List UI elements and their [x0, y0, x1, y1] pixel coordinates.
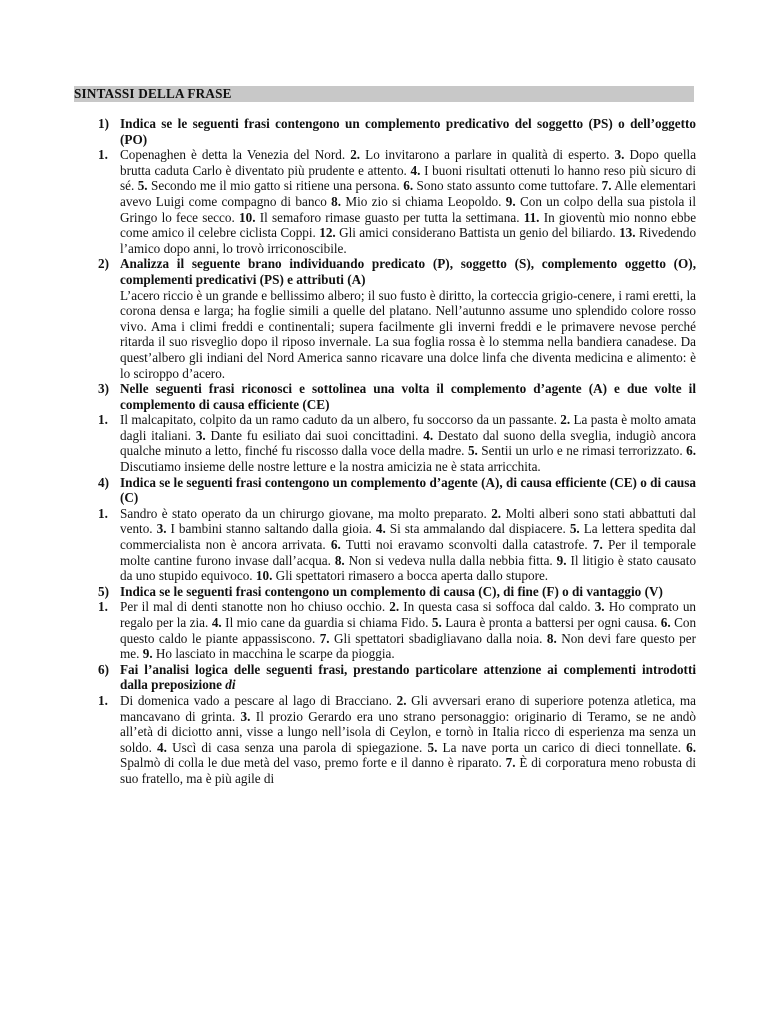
- sentence-text: Il prozio Gerardo era uno strano personaggio: originario di Teramo, se ne andò all’età di diciotto anni, visse a lungo nell’isola di Ceylon, e tornò in Italia ricco di esperienza ma senza un soldo.: [120, 708, 696, 755]
- sentence-number: 5.: [431, 615, 442, 630]
- exercise-question: [74, 381, 696, 412]
- question-text: Analizza il seguente brano individuando predicato (P), soggetto (S), complemento oggetto (O), complementi predicativi (PS) e attributi (A): [120, 256, 696, 287]
- sentence-text: È di corporatura meno robusta di suo fratello, ma è più agile di: [120, 755, 697, 786]
- exercise-question: [74, 116, 696, 147]
- sentence-number: 6.: [330, 537, 341, 553]
- question-number: 2): [98, 256, 109, 272]
- sentence-text: Per il mal di denti stanotte non ho chiuso occhio.: [120, 599, 386, 615]
- sentence-number: 5.: [569, 521, 580, 537]
- sentence-text: Il malcapitato, colpito da un ramo caduto da un albero, fu soccorso da un passante.: [120, 412, 557, 428]
- sentence-text: Gli spettatori rimasero a bocca aperta dallo stupore.: [275, 568, 549, 584]
- question-number: 4): [98, 474, 109, 490]
- exercise-question: [74, 662, 696, 693]
- sentence-number: 4.: [423, 427, 434, 443]
- exercise-question: [74, 256, 696, 287]
- sentence-number: 7.: [505, 755, 516, 771]
- sentence-number: 3.: [594, 599, 605, 615]
- sentence-number: 10.: [255, 568, 273, 584]
- sentence-number: 6.: [686, 443, 696, 459]
- exercise-body: [74, 147, 696, 256]
- question-number: 6): [98, 661, 109, 677]
- sentence-number: 5.: [427, 739, 438, 755]
- sentence-text: I bambini stanno saltando dalla gioia.: [170, 521, 372, 537]
- sentence-number: 9.: [142, 646, 153, 662]
- sentence-number: 4.: [375, 521, 386, 537]
- sentence-text: Discutiamo insieme delle nostre letture e la nostra amicizia ne è stata arricchita.: [120, 459, 541, 475]
- sentence-number: 9.: [556, 552, 567, 568]
- sentence-text: Il mio cane da guardia si chiama Fido.: [225, 615, 429, 630]
- question-number: 5): [98, 583, 109, 599]
- sentence-number: 6.: [403, 178, 414, 194]
- sentence-number: 2.: [350, 147, 361, 163]
- exercise-number: 1.: [98, 412, 108, 428]
- sentence-text: Per il temporale molte cantine furono invase dall’acqua.: [120, 537, 697, 568]
- sentence-text: I buoni risultati ottenuti lo hanno reso più sicuro di sé.: [120, 162, 697, 194]
- question-text: Fai l’analisi logica delle seguenti frasi, prestando particolare attenzione ai complementi introdotti dalla preposizione: [120, 661, 696, 693]
- exercise-body: [74, 412, 696, 474]
- sentence-number: 7.: [319, 630, 330, 646]
- exercise-body: [74, 288, 696, 382]
- sentence-number: 11.: [523, 209, 540, 225]
- sentence-text: Di domenica vado a pescare al lago di Bracciano.: [120, 692, 392, 708]
- sentence-number: 4.: [410, 162, 421, 178]
- question-number: 1): [98, 116, 109, 131]
- exercise-body: [74, 693, 696, 787]
- sentence-text: Sandro è stato operato da un chirurgo giovane, ma molto preparato.: [120, 505, 487, 521]
- sentence-text: Alle elementari avevo Luigi come compagno di banco: [120, 178, 696, 209]
- exercise-body: [74, 506, 696, 584]
- sentence-text: Il semaforo rimase guasto per tutta la settimana.: [259, 209, 520, 225]
- question-text: Nelle seguenti frasi riconosci e sottolinea una volta il complemento d’agente (A) e due volte il complemento di causa efficiente (CE): [120, 381, 696, 412]
- sentence-text: Non si vedeva nulla dalla nebbia fitta.: [348, 552, 553, 568]
- sentence-text: Mio zio si chiama Leopoldo.: [345, 193, 502, 209]
- question-text: Indica se le seguenti frasi contengono un complemento predicativo del soggetto (PS) o dell’oggetto (PO): [120, 116, 696, 147]
- sentence-number: 6.: [686, 739, 697, 755]
- sentence-text: Uscì di casa senza una parola di spiegazione.: [172, 739, 423, 755]
- sentence-text: Copenaghen è detta la Venezia del Nord.: [120, 147, 346, 163]
- sentence-number: 8.: [334, 552, 345, 568]
- exercise-question: [74, 475, 696, 506]
- sentence-text: Ho lasciato in macchina le scarpe da pioggia.: [155, 646, 395, 662]
- sentence-number: 13.: [619, 225, 636, 241]
- sentence-number: 2.: [389, 599, 400, 615]
- exercise-number: 1.: [98, 599, 108, 615]
- exercise-number: 1.: [98, 147, 108, 163]
- sentence-number: 3.: [156, 521, 167, 537]
- exercise-number: 1.: [98, 505, 108, 521]
- question-number: 3): [98, 381, 109, 397]
- sentence-text: Sentii un urlo e ne rimasi terrorizzato.: [481, 443, 683, 459]
- sentence-text: In questa casa si soffoca dal caldo.: [403, 599, 591, 615]
- exercise-number: 1.: [98, 692, 108, 708]
- passage-text: L’acero riccio è un grande e bellissimo albero; il suo fusto è diritto, la corteccia grigio-cenere, i rami eretti, la corona densa e larga; ha foglie simili a quelle del platano. Nell’autunno assume uno splendido colore rosso vivo. Ama i climi freddi e continentali; supera facilmente gli inverni freddi e le primavere nevose perché ritarda il suo risveglio dopo il riposo invernale. La sua foglia rossa è lo stemma nella bandiera canadese. Da quest’albero gli indiani del Nord America sanno ricavare una dolce linfa che diventa medicina e alimento: è lo sciroppo d’acero.: [120, 287, 696, 381]
- question-text: Indica se le seguenti frasi contengono un complemento di causa (C), di fine (F) o di vantaggio (V): [120, 583, 663, 599]
- sentence-text: Spalmò di colla le due metà del vaso, premo forte e il danno è riparato.: [120, 755, 502, 771]
- sentence-text: La lettera spedita dal commercialista non è ancora arrivata.: [120, 521, 697, 553]
- sentence-text: Rivedendo l’amico dopo anni, lo trovò irriconoscibile.: [120, 225, 697, 256]
- sentence-number: 5.: [137, 178, 148, 194]
- question-emphasis: di: [225, 677, 236, 693]
- sentence-text: Ho comprato un regalo per la zia.: [120, 599, 697, 630]
- sentence-number: 2.: [491, 505, 502, 521]
- sentence-number: 10.: [239, 209, 256, 225]
- sentence-number: 8.: [546, 630, 557, 646]
- sentence-number: 3.: [195, 427, 206, 443]
- sentence-text: Laura è pronta a battersi per ogni causa.: [445, 615, 658, 630]
- sentence-text: Dopo quella brutta caduta Carlo è diventato più prudente e attento.: [120, 147, 697, 178]
- sentence-text: In gioventù mio nonno ebbe come amico il celebre ciclista Coppi.: [120, 209, 697, 241]
- sentence-number: 8.: [331, 193, 342, 209]
- sentence-text: Non devi fare questo per me.: [120, 630, 697, 662]
- section-title: SINTASSI DELLA FRASE: [74, 86, 694, 102]
- sentence-text: Gli avversari erano di superiore potenza atletica, ma mancavano di grinta.: [120, 692, 696, 724]
- sentence-text: Il litigio è stato causato da uno stupido equivoco.: [120, 552, 697, 584]
- sentence-text: Gli amici considerano Battista un genio del biliardo.: [339, 225, 616, 241]
- sentence-number: 7.: [601, 178, 612, 194]
- sentence-text: Destato dal suono della sveglia, indugiò ancora qualche minuto a letto, finché fu riscosso dalla voce della madre.: [120, 427, 697, 459]
- exercise-body: [74, 599, 696, 661]
- sentence-number: 2.: [396, 692, 407, 708]
- sentence-text: Sono stato assunto come tuttofare.: [416, 178, 599, 194]
- sentence-number: 5.: [467, 443, 478, 459]
- sentence-text: Secondo me il mio gatto si ritiene una persona.: [151, 178, 400, 194]
- sentence-text: La pasta è molto amata dagli italiani.: [120, 412, 697, 443]
- exercise-list: [74, 116, 696, 787]
- sentence-number: 4.: [211, 615, 222, 630]
- sentence-text: La nave porta un carico di dieci tonnellate.: [442, 739, 682, 755]
- sentence-number: 6.: [660, 615, 671, 630]
- sentence-number: 3.: [614, 147, 625, 163]
- sentence-number: 12.: [319, 225, 336, 241]
- sentence-text: Con un colpo della sua pistola il Gringo lo fece secco.: [120, 193, 696, 225]
- sentence-text: Tutti noi eravamo sconvolti dalla catastrofe.: [345, 537, 588, 553]
- sentence-text: Molti alberi sono stati abbattuti dal vento.: [120, 505, 696, 537]
- sentence-text: Lo invitarono a parlare in qualità di esperto.: [365, 147, 610, 163]
- exercise-question: [74, 584, 696, 600]
- sentence-text: Con questo caldo le piante appassiscono.: [120, 615, 697, 646]
- sentence-number: 3.: [240, 708, 251, 724]
- sentence-number: 4.: [157, 739, 167, 755]
- sentence-number: 2.: [560, 412, 571, 428]
- sentence-text: Gli spettatori sbadigliavano dalla noia.: [334, 630, 543, 646]
- sentence-number: 9.: [505, 193, 516, 209]
- sentence-text: Dante fu esiliato dai suoi concittadini.: [210, 427, 419, 443]
- question-text: Indica se le seguenti frasi contengono un complemento d’agente (A), di causa efficiente (CE) o di causa (C): [120, 474, 696, 506]
- sentence-text: Si sta ammalando dal dispiacere.: [389, 521, 566, 537]
- sentence-number: 7.: [592, 537, 603, 553]
